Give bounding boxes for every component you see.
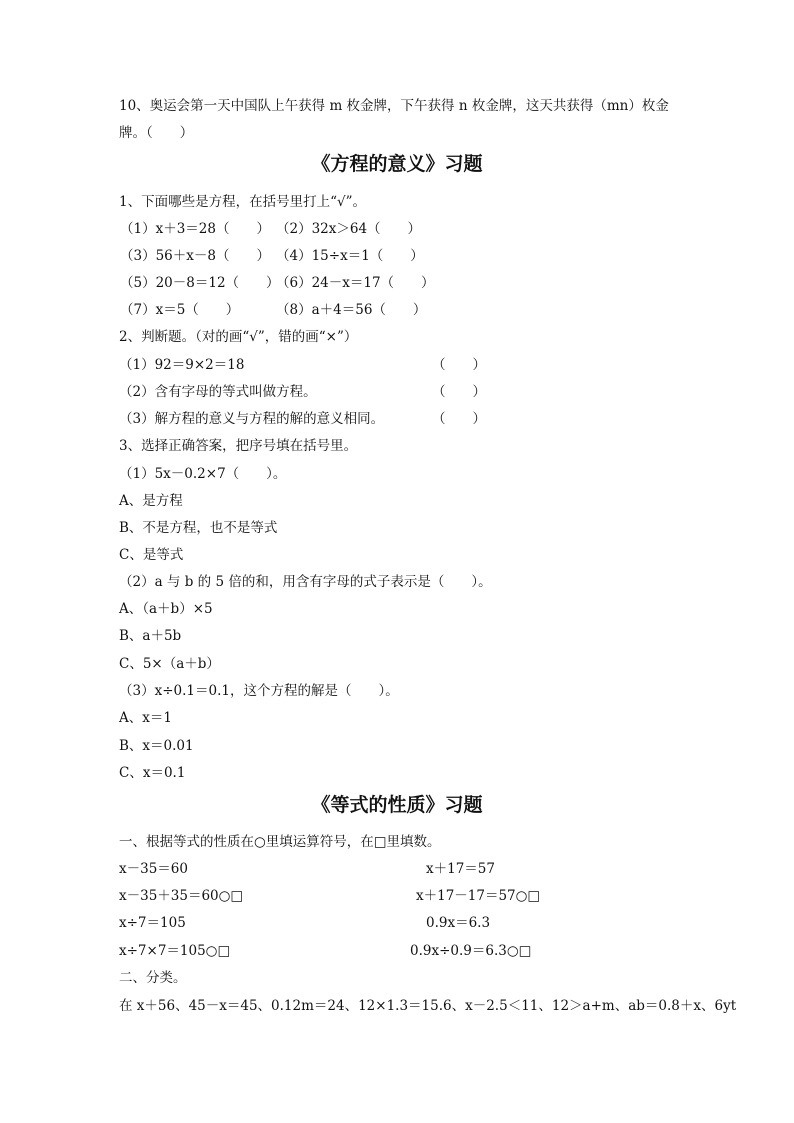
part1-right: x＋17－17＝57○□ [416,888,541,904]
part1-right: 0.9x＝6.3 [426,915,491,931]
part2-line: 在 x＋56、45－x＝45、0.12m＝24、12×1.3＝15.6、x－2.5＜11、12＞a+m、ab＝0.8＋x、6yt [119,998,737,1014]
q2-prompt: 2、判断题。（对的画“√”，错的画“×”） [119,329,358,345]
q2-item-paren: （ ） [432,411,486,427]
section-title-equation-meaning: 《方程的意义》习题 [311,153,483,175]
q1-item: （5）20－8＝12（ ） [120,275,280,291]
part1-left: x÷7＝105 [119,915,186,931]
q3-line: B、x＝0.01 [119,738,194,754]
q1-prompt: 1、下面哪些是方程，在括号里打上“√”。 [119,194,366,210]
q2-item-paren: （ ） [432,384,486,400]
q3-line: B、不是方程，也不是等式 [119,520,278,536]
q3-prompt: 3、选择正确答案，把序号填在括号里。 [119,438,358,454]
q3-line: A、x＝1 [119,710,172,726]
part2-prompt: 二、分类。 [119,970,187,986]
q1-item: （3）56＋x－8（ ） [120,248,270,264]
part1-right: 0.9x÷0.9＝6.3○□ [410,943,532,959]
q10-line1: 10、奥运会第一天中国队上午获得 m 枚金牌，下午获得 n 枚金牌，这天共获得（mn）枚金 [119,98,669,114]
q3-line: A、（a＋b）×5 [119,601,213,617]
q3-line: C、是等式 [119,547,184,563]
section-title-equality-properties: 《等式的性质》习题 [311,794,483,816]
part1-left: x－35＋35＝60○□ [119,888,244,904]
q1-item: （6）24－x＝17（ ） [276,275,435,291]
q2-item-text: （1）92＝9×2＝18 [119,357,245,373]
q2-item-text: （2）含有字母的等式叫做方程。 [119,384,317,400]
part1-prompt: 一、根据等式的性质在○里填运算符号，在□里填数。 [119,834,441,850]
part1-left: x÷7×7＝105○□ [119,943,231,959]
q1-item: （2）32x＞64（ ） [276,221,422,237]
q1-item: （4）15÷x＝1（ ） [276,248,424,264]
q2-item-paren: （ ） [432,357,486,373]
q2-item-text: （3）解方程的意义与方程的解的意义相同。 [119,411,385,427]
q1-item: （1）x＋3＝28（ ） [120,221,270,237]
q3-line: C、x＝0.1 [119,765,186,781]
q3-line: B、a＋5b [119,628,182,644]
q3-line: （3）x÷0.1＝0.1，这个方程的解是（ ）。 [119,683,399,699]
q3-line: A、是方程 [119,493,183,509]
part1-right: x＋17＝57 [426,861,495,877]
q10-line2: 牌。（ ） [119,125,194,141]
part1-left: x－35＝60 [119,861,188,877]
q1-item: （7）x＝5（ ） [120,302,240,318]
q1-item: （8）a＋4＝56（ ） [276,302,427,318]
q3-line: C、5×（a＋b） [119,656,220,672]
q3-line: （2）a 与 b 的 5 倍的和，用含有字母的式子表示是（ ）。 [119,574,492,590]
q3-line: （1）5x－0.2×7（ ）。 [119,466,287,482]
